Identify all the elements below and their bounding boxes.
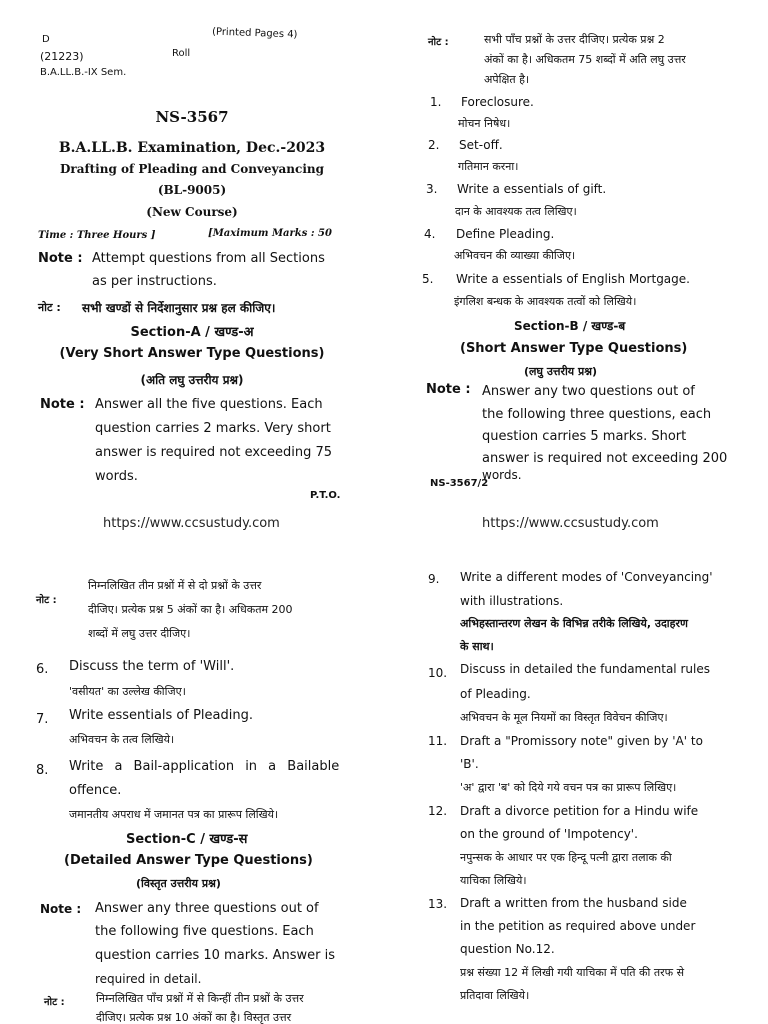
section-b-subheading: (Short Answer Type Questions) <box>460 341 688 356</box>
question-text: Foreclosure. <box>461 95 534 109</box>
note-c-hi-label: नोट : <box>44 997 65 1008</box>
section-a-subheading-hi: (अति लघु उत्तरीय प्रश्न) <box>140 373 244 387</box>
footer-code: NS-3567/2 <box>430 478 489 489</box>
question-text-hi: इंगलिश बन्धक के आवश्यक तत्वों को लिखिये। <box>454 295 637 308</box>
note-line: as per instructions. <box>92 274 217 289</box>
note-hi: सभी खण्डों से निर्देशानुसार प्रश्न हल कीजिए। <box>82 301 276 315</box>
note-hi-line: दीजिए। प्रत्येक प्रश्न 5 अंकों का है। अधिकतम 200 <box>88 603 293 616</box>
exam-page-3 <box>0 512 384 1024</box>
question-text: Write a Bail-application in a Bailable <box>69 759 340 774</box>
question-text: Draft a divorce petition for a Hindu wife <box>460 804 699 818</box>
question-number: 1. <box>430 95 442 109</box>
question-number: 7. <box>36 712 49 727</box>
note-label: Note : <box>38 251 83 266</box>
question-number: 5. <box>422 272 434 286</box>
note-hi-label: नोट : <box>38 301 61 314</box>
note-hi-label: नोट : <box>36 595 57 606</box>
note-c-line: required in detail. <box>95 972 202 986</box>
note-b-line: answer is required not exceeding 200 <box>482 451 728 466</box>
question-number: 12. <box>428 804 448 818</box>
footer-url: https://www.ccsustudy.com <box>103 516 280 531</box>
question-number: 3. <box>426 182 438 196</box>
question-text: Discuss the term of 'Will'. <box>69 659 235 674</box>
footer-url: https://www.ccsustudy.com <box>482 516 659 531</box>
note-c-hi-line: निम्नलिखित पाँच प्रश्नों में से किन्हीं तीन प्रश्नों के उत्तर <box>96 992 304 1005</box>
question-text: Draft a "Promissory note" given by 'A' to <box>460 734 703 748</box>
note-b-line: words. <box>482 468 522 482</box>
question-number: 4. <box>424 227 436 241</box>
note-a-label: Note : <box>40 397 85 412</box>
question-text: Discuss in detailed the fundamental rules <box>460 662 710 676</box>
question-number: 10. <box>428 666 448 680</box>
note-hi-line: अपेक्षित है। <box>484 73 530 86</box>
note-hi-line: सभी पाँच प्रश्नों के उत्तर दीजिए। प्रत्येक प्रश्न 2 <box>484 33 665 46</box>
question-text-hi: नपुन्सक के आधार पर एक हिन्दू पत्नी द्वारा तलाक की <box>460 851 672 864</box>
question-text-hi: के साथ। <box>460 640 494 653</box>
question-text-hi: प्रश्न संख्या 12 में लिखी गयी याचिका में पति की तरफ से <box>460 966 685 979</box>
question-text: 'B'. <box>460 757 479 771</box>
question-text: Draft a written from the husband side <box>460 896 687 910</box>
note-b-line: the following three questions, each <box>482 407 712 422</box>
question-text-hi: 'वसीयत' का उल्लेख कीजिए। <box>69 685 186 698</box>
question-number: 2. <box>428 138 440 152</box>
note-c-line: the following five questions. Each <box>95 924 314 939</box>
section-c-subheading-hi: (विस्तृत उत्तरीय प्रश्न) <box>136 877 221 890</box>
question-text: Write a different modes of 'Conveyancing' <box>460 570 713 584</box>
question-text: offence. <box>69 783 122 798</box>
time-allowed: Time : Three Hours ] <box>38 230 156 241</box>
note-a-line: words. <box>95 469 138 484</box>
course-sem: B.A.LL.B.-IX Sem. <box>40 67 127 78</box>
question-text: question No.12. <box>460 942 555 956</box>
note-a-line: question carries 2 marks. Very short <box>95 421 331 436</box>
exam-page-1 <box>0 0 384 512</box>
section-b-heading: Section-B / खण्ड-ब <box>514 319 626 333</box>
section-c-subheading: (Detailed Answer Type Questions) <box>64 853 313 868</box>
question-number: 8. <box>36 763 49 778</box>
note-b-label: Note : <box>426 382 471 397</box>
question-number: 6. <box>36 662 49 677</box>
max-marks: [Maximum Marks : 50 <box>208 228 332 239</box>
question-number: 11. <box>428 734 448 748</box>
note-a-line: answer is required not exceeding 75 <box>95 445 333 460</box>
subject-title: Drafting of Pleading and Conveyancing <box>59 162 325 176</box>
roll-code: (21223) <box>40 50 84 63</box>
question-text-hi: प्रतिदावा लिखिये। <box>460 989 530 1002</box>
question-text: of Pleading. <box>460 687 531 701</box>
note-c-label: Note : <box>40 902 82 916</box>
exam-page-4 <box>384 512 768 1024</box>
question-text-hi: दान के आवश्यक तत्व लिखिए। <box>455 205 577 218</box>
question-text-hi: जमानतीय अपराध में जमानत पत्र का प्रारूप लिखिये। <box>69 808 279 821</box>
subject-code: (BL-9005) <box>157 183 227 197</box>
question-text: Set-off. <box>459 138 503 152</box>
question-text-hi: मोचन निषेध। <box>458 117 511 130</box>
corner-letter: D <box>42 34 50 45</box>
paper-code: NS-3567 <box>155 108 229 126</box>
question-text-hi: अभिवचन की व्याख्या कीजिए। <box>454 249 576 262</box>
note-c-hi-line: दीजिए। प्रत्येक प्रश्न 10 अंकों का है। विस्तृत उत्तर <box>96 1011 292 1024</box>
question-number: 13. <box>428 897 448 911</box>
question-text: Write essentials of Pleading. <box>69 708 253 723</box>
printed-pages: (Printed Pages 4) <box>211 26 298 41</box>
pto-mark: P.T.O. <box>310 490 341 501</box>
question-text: with illustrations. <box>460 594 564 608</box>
question-text-hi: अभिहस्तान्तरण लेखन के विभिन्न तरीके लिखिये, उदाहरण <box>460 617 688 630</box>
question-text-hi: गतिमान करना। <box>458 160 519 173</box>
section-a-heading: Section-A / खण्ड-अ <box>130 325 254 340</box>
section-b-subheading-hi: (लघु उत्तरीय प्रश्न) <box>524 365 598 378</box>
question-number: 9. <box>428 572 440 586</box>
note-hi-line: शब्दों में लघु उत्तर दीजिए। <box>88 627 191 640</box>
section-c-heading: Section-C / खण्ड-स <box>126 832 248 847</box>
roll-label: Roll <box>172 48 191 59</box>
note-c-line: question carries 10 marks. Answer is <box>95 948 335 963</box>
exam-page-2 <box>384 0 768 512</box>
course-type: (New Course) <box>146 205 238 219</box>
question-text-hi: 'अ' द्वारा 'ब' को दिये गये वचन पत्र का प्रारूप लिखिए। <box>460 781 677 794</box>
question-text-hi: अभिवचन के तत्व लिखिये। <box>69 733 175 746</box>
note-hi-line: अंकों का है। अधिकतम 75 शब्दों में अति लघु उत्तर <box>484 53 686 66</box>
exam-title: B.A.LL.B. Examination, Dec.-2023 <box>58 140 326 156</box>
note-hi-line: निम्नलिखित तीन प्रश्नों में से दो प्रश्नों के उत्तर <box>88 579 262 592</box>
question-text: Define Pleading. <box>456 227 555 241</box>
note-c-line: Answer any three questions out of <box>95 901 319 916</box>
question-text-hi: अभिवचन के मूल नियमों का विस्तृत विवेचन कीजिए। <box>460 711 668 724</box>
note-b-line: question carries 5 marks. Short <box>482 429 687 444</box>
question-text: in the petition as required above under <box>460 919 696 933</box>
note-hi-label: नोट : <box>428 37 449 48</box>
question-text-hi: याचिका लिखिये। <box>460 874 527 887</box>
section-a-subheading: (Very Short Answer Type Questions) <box>59 346 325 361</box>
note-line: Attempt questions from all Sections <box>92 251 325 266</box>
note-a-line: Answer all the five questions. Each <box>95 397 323 412</box>
question-text: Write a essentials of gift. <box>457 182 607 196</box>
question-text: Write a essentials of English Mortgage. <box>456 272 690 286</box>
note-b-line: Answer any two questions out of <box>482 384 695 399</box>
question-text: on the ground of 'Impotency'. <box>460 827 638 841</box>
